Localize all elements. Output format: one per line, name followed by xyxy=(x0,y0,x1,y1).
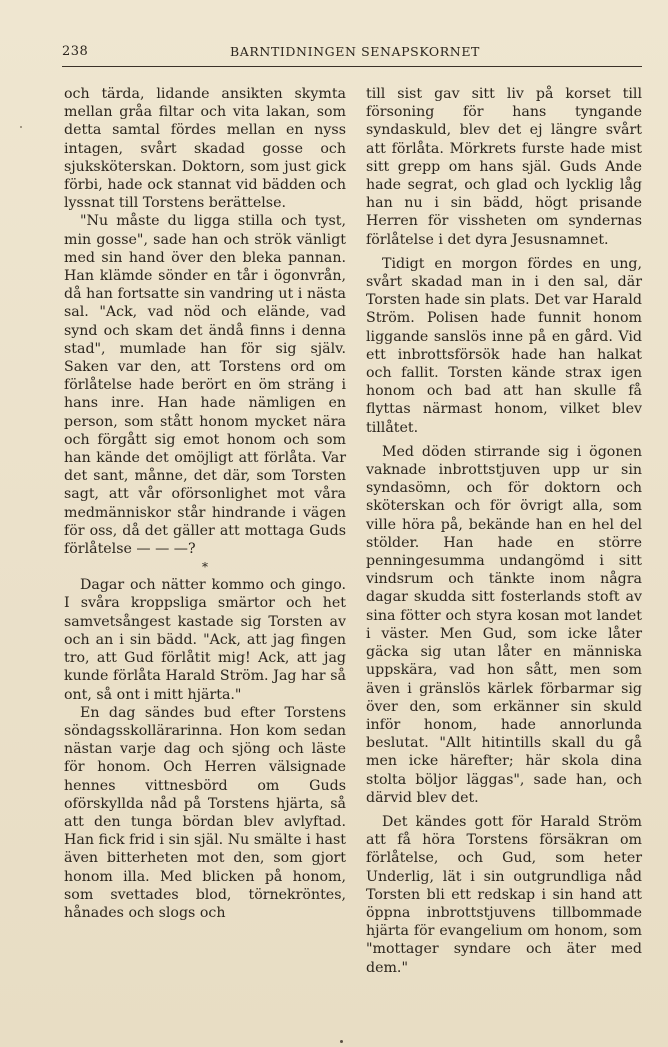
page-number: 238 xyxy=(62,44,89,59)
page-speck xyxy=(340,1040,343,1043)
page-header xyxy=(62,44,640,68)
paragraph: och tärda, lidande ansikten skymta mellan gråa filtar och vita lakan, som detta samtal fördes mellan en nyss intagen, svårt skadad gosse och sjuksköterskan. Doktorn, som just gick förbi, hade ock stannat vid bädden och lyssnat till Torstens berättelse. xyxy=(64,86,346,212)
section-separator: * xyxy=(202,560,208,575)
header-rule xyxy=(62,66,642,67)
paragraph: Det kändes gott för Harald Ström att få höra Torstens försäkran om förlåtelse, och Gud, som heter Underlig, lät i sin outgrundliga nåd Torsten bli ett redskap i sin hand att öppna inbrottstjuvens tillbommade hjärta för evangelium om honom, som "mottager syndare och äter med dem." xyxy=(366,813,642,976)
paragraph: till sist gav sitt liv på korset till försoning för hans tyngande syndaskuld, blev det ej längre svårt att förlåta. Mörkrets furste hade mist sitt grepp om hans själ. Guds Ande hade segrat, och glad och lycklig låg han nu i sin bädd, högt prisande Herren för vissheten om syndernas förlåtelse i det dyra Jesusnamnet. xyxy=(366,86,642,248)
margin-speck xyxy=(20,126,22,128)
left-column xyxy=(64,85,346,922)
paragraph: Tidigt en morgon fördes en ung, svårt skadad man in i den sal, där Torsten hade sin plats. Det var Harald Ström. Polisen hade funnit honom liggande sanslös inne på en gård. Vid ett inbrottsförsök hade han halkat och fallit. Torsten kände strax igen honom och bad att han skulle få flyttas närmast honom, vilket blev tillåtet. xyxy=(366,255,642,436)
paragraph: Med döden stirrande sig i ögonen vaknade inbrottstjuven upp ur sin syndasömn, och för doktorn och sköterskan och för övrigt alla, som ville höra på, bekände han en hel del stölder. Han hade en större penningesumma undangömd i sitt vindsrum och tänkte inom några dagar skudda sitt fosterlands stoft av sina fötter och styra kosan mot landet i väster. Men Gud, som icke låter gäcka sig utan låter en människa uppskära, vad hon sått, men som även i gränslös kärlek förbarmar sig över den, som erkänner sin skuld inför honom, hade annorlunda beslutat. "Allt hitintills skall du gå men icke härefter; här skola dina stolta böljor läggas", sade han, och därvid blev det. xyxy=(366,443,642,806)
paragraph: Dagar och nätter kommo och gingo. I svåra kroppsliga smärtor och het samvetsångest kastade sig Torsten av och an i sin bädd. "Ack, att jag fingen tro, att Gud förlåtit mig! Ack, att jag kunde förlåta Harald Ström. Jag har så ont, så ont i mitt hjärta." xyxy=(64,577,346,703)
right-column xyxy=(366,85,642,977)
running-title: BARNTIDNINGEN SENAPSKORNET xyxy=(230,44,480,59)
paragraph: "Nu måste du ligga stilla och tyst, min gosse", sade han och strök vänligt med sin hand över den bleka pannan. Han klämde sönder en tår i ögonvrån, då han fortsatte sin vandring ut i nästa sal. "Ack, vad nöd och elände, vad synd och skam det ändå finns i denna stad", mumlade han för sig själv. Saken var den, att Torstens ord om förlåtelse hade berört en öm sträng i hans inre. Han hade nämligen en person, som stått honom mycket nära och förgått sig emot honom och som han kände det omöjligt att förlåta. Var det sant, månne, det där, som Torsten sagt, att vår oförsonlighet mot våra medmänniskor står hindrande i vägen för oss, då det gäller att mottaga Guds förlåtelse — — —? xyxy=(64,213,346,558)
paragraph: En dag sändes bud efter Torstens söndagsskollärarinna. Hon kom sedan nästan varje dag och sjöng och läste för honom. Och Herren välsignade hennes vittnesbörd om Guds oförskyllda nåd på Torstens hjärta, så att den tunga bördan blev avlyftad. Han fick frid i sin själ. Nu smälte i hast även bitterheten mot den, som gjort honom illa. Med blicken på honom, som svettades blod, törnekröntes, hånades och slogs och xyxy=(64,704,346,921)
